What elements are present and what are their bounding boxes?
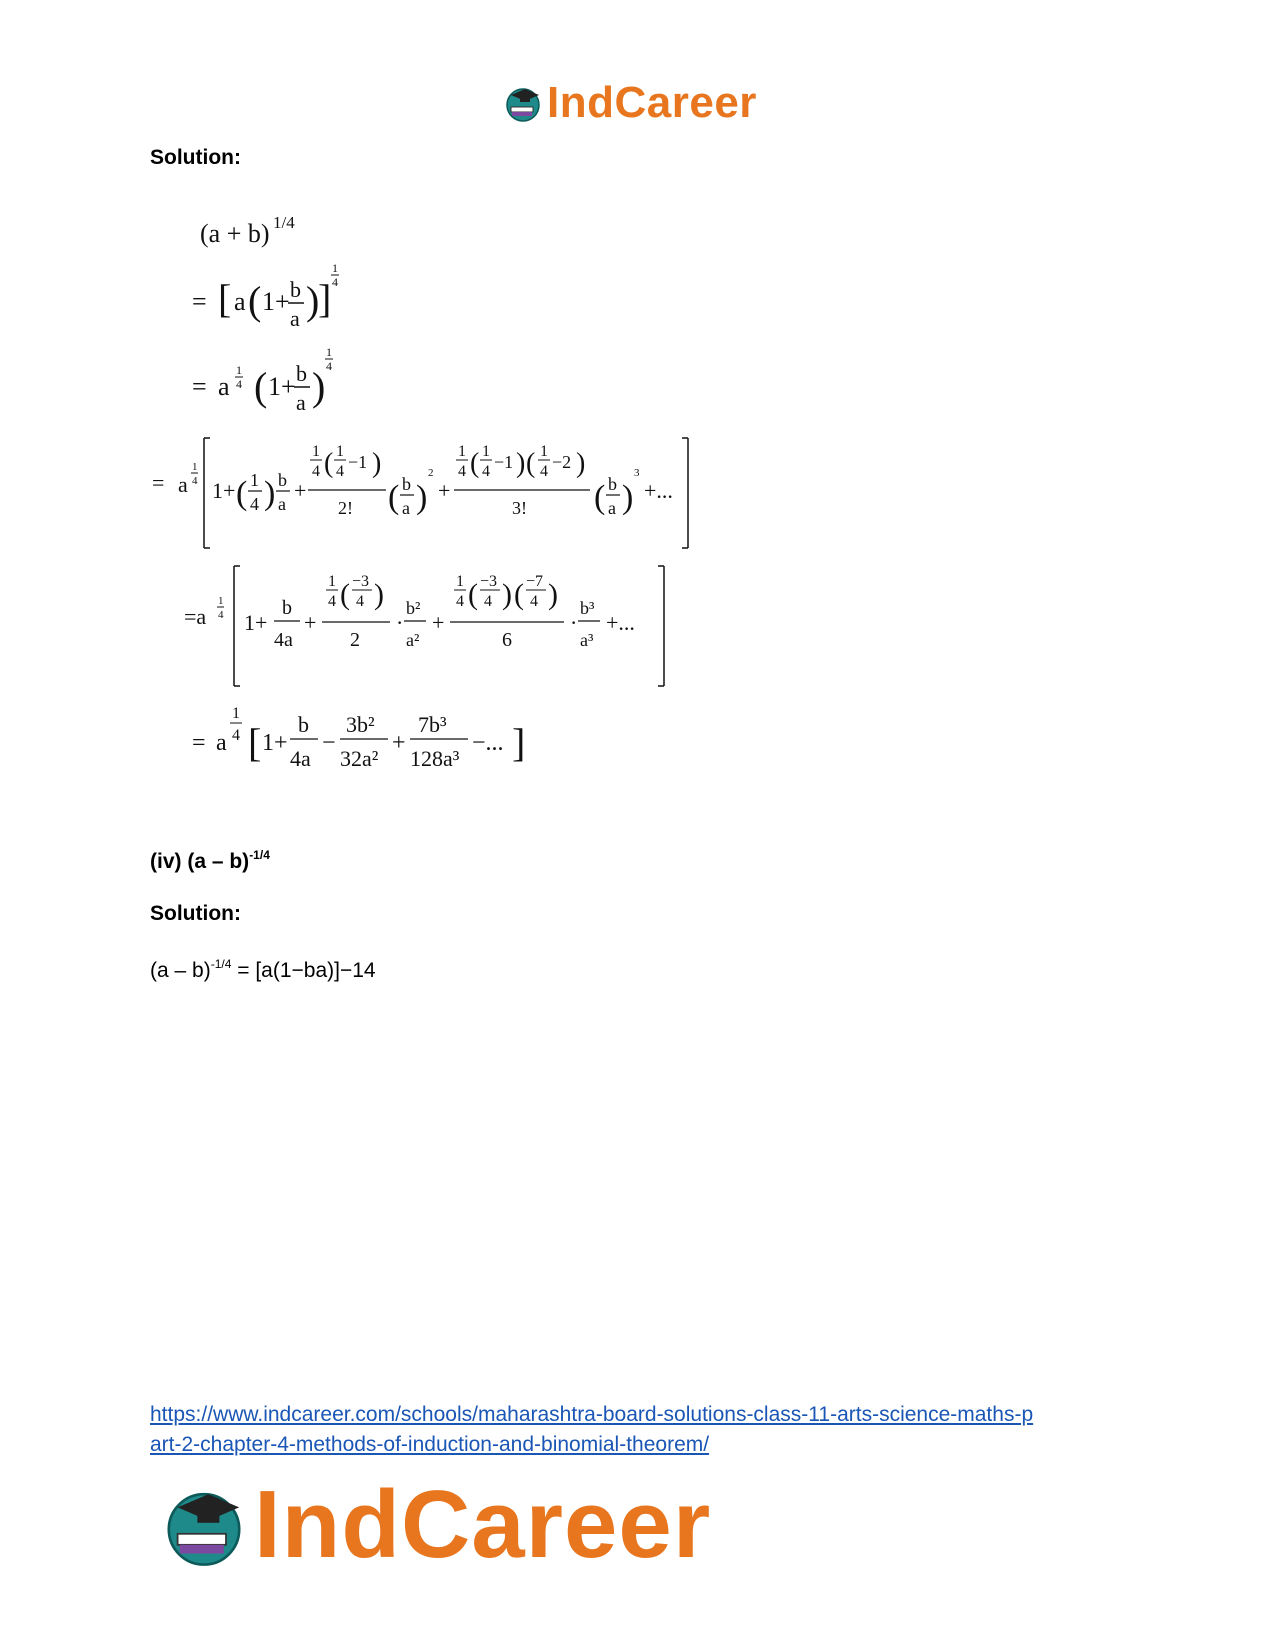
math-term-1-num: b [298, 712, 309, 737]
equation-exponent: -1/4 [210, 957, 232, 971]
svg-text:4: 4 [332, 275, 338, 289]
svg-text:(: ( [470, 448, 480, 479]
svg-text:3: 3 [634, 467, 640, 479]
graduation-cap-globe-icon [503, 83, 543, 123]
logo-wordmark: IndCareer [254, 1471, 712, 1578]
svg-text:(: ( [340, 578, 350, 611]
svg-text:b: b [608, 474, 617, 494]
svg-text:=a: =a [184, 604, 207, 629]
svg-text:2!: 2! [338, 498, 353, 518]
solution-label: Solution: [150, 146, 241, 169]
svg-text:]: ] [318, 276, 332, 321]
svg-text:b²: b² [406, 598, 421, 618]
svg-text:4: 4 [236, 377, 242, 391]
svg-text:−3: −3 [352, 573, 370, 590]
svg-text:+: + [294, 478, 307, 503]
svg-text:a: a [402, 498, 410, 518]
question-iv [150, 848, 270, 874]
svg-text:−7: −7 [526, 573, 544, 590]
svg-text:+...: +... [606, 610, 635, 635]
svg-text:1: 1 [540, 443, 548, 460]
svg-text:a²: a² [406, 630, 420, 650]
svg-text:(: ( [526, 448, 536, 479]
svg-text:a: a [178, 472, 188, 497]
svg-text:1: 1 [328, 573, 336, 590]
svg-text:4: 4 [356, 593, 364, 610]
svg-text:+: + [392, 730, 406, 756]
solution-label-2: Solution: [150, 902, 241, 925]
question-iv-text: (iv) (a – b) [150, 850, 250, 873]
svg-text:2: 2 [350, 629, 360, 651]
svg-text:(: ( [514, 578, 524, 611]
svg-text:4: 4 [336, 463, 344, 480]
question-iv-exponent: -1/4 [249, 848, 270, 862]
source-link-line-1[interactable]: https://www.indcareer.com/schools/maharashtra-board-solutions-class-11-arts-science-maths-p [150, 1403, 1034, 1426]
svg-text:1+: 1+ [244, 610, 268, 635]
svg-text:1+: 1+ [262, 730, 288, 756]
svg-text:1: 1 [312, 443, 320, 460]
svg-text:4: 4 [328, 593, 336, 610]
svg-text:4: 4 [312, 463, 320, 480]
svg-text:4: 4 [484, 593, 492, 610]
header-logo [503, 78, 757, 128]
svg-text:4: 4 [232, 727, 240, 744]
svg-text:1: 1 [250, 470, 259, 490]
svg-text:1: 1 [192, 461, 198, 473]
math-term-2-num: 3b² [346, 712, 375, 737]
svg-text:b: b [278, 470, 287, 490]
svg-text:1: 1 [336, 443, 344, 460]
svg-text:(: ( [248, 278, 262, 323]
svg-text:): ) [306, 278, 320, 323]
svg-text:−2: −2 [552, 452, 572, 472]
svg-text:1+: 1+ [262, 287, 290, 316]
svg-text:a: a [234, 287, 246, 316]
svg-text:1: 1 [236, 363, 242, 377]
svg-text:−...: −... [472, 730, 504, 756]
svg-text:): ) [372, 448, 382, 479]
equation-rhs: = [a(1−ba)]−14 [231, 959, 376, 982]
svg-text:3!: 3! [512, 498, 527, 518]
svg-text:a: a [608, 498, 616, 518]
svg-text:): ) [374, 578, 384, 611]
solution-equation [150, 957, 376, 983]
svg-text:·: · [570, 610, 578, 635]
svg-text:=: = [152, 470, 165, 495]
footer-logo [160, 1470, 711, 1580]
svg-text:b: b [290, 277, 301, 302]
svg-text:a³: a³ [580, 630, 594, 650]
svg-text:+: + [438, 478, 451, 503]
math-term-2-den: 32a² [340, 746, 379, 771]
svg-text:=: = [192, 287, 207, 316]
svg-text:): ) [548, 578, 558, 611]
svg-text:1: 1 [332, 261, 338, 275]
svg-text:1: 1 [456, 573, 464, 590]
svg-text:+...: +... [644, 478, 673, 503]
svg-text:): ) [622, 479, 634, 516]
svg-text:1: 1 [482, 443, 490, 460]
svg-text:4: 4 [326, 359, 332, 373]
svg-text:4: 4 [250, 494, 259, 514]
svg-text:−3: −3 [480, 573, 498, 590]
svg-text:): ) [312, 364, 326, 409]
svg-text:+: + [304, 610, 317, 635]
svg-text:[: [ [218, 276, 232, 321]
svg-text:a: a [278, 494, 286, 514]
math-term-1-den: 4a [290, 746, 311, 771]
svg-text:2: 2 [428, 467, 434, 479]
svg-text:1+: 1+ [268, 372, 296, 401]
svg-text:a: a [218, 372, 230, 401]
svg-text:(: ( [254, 364, 268, 409]
svg-text:=: = [192, 730, 206, 756]
logo-wordmark: IndCareer [547, 78, 757, 127]
svg-text:): ) [502, 578, 512, 611]
graduation-cap-globe-icon [160, 1481, 248, 1569]
svg-text:b: b [296, 361, 307, 386]
svg-text:4: 4 [540, 463, 548, 480]
math-term-3-num: 7b³ [418, 712, 447, 737]
svg-text:]: ] [512, 720, 526, 765]
svg-text:−: − [322, 730, 336, 756]
svg-text:(: ( [324, 448, 334, 479]
svg-text:+: + [432, 610, 445, 635]
svg-text:4: 4 [530, 593, 538, 610]
svg-text:(: ( [468, 578, 478, 611]
source-link[interactable] [150, 1400, 1110, 1460]
svg-text:−1: −1 [494, 452, 514, 472]
math-line-1-base: (a + b) [200, 219, 270, 248]
svg-text:b: b [402, 474, 411, 494]
math-line-1-exp: 1/4 [273, 213, 295, 232]
svg-text:a: a [290, 306, 300, 331]
svg-text:4: 4 [192, 475, 198, 487]
svg-text:4: 4 [458, 463, 466, 480]
svg-text:): ) [416, 479, 428, 516]
equation-lhs: (a – b) [150, 959, 211, 982]
svg-text:4: 4 [456, 593, 464, 610]
svg-text:1: 1 [458, 443, 466, 460]
svg-text:6: 6 [502, 629, 512, 651]
svg-text:·: · [396, 610, 404, 635]
binomial-expansion-derivation [150, 210, 740, 830]
svg-text:1+: 1+ [212, 478, 236, 503]
svg-text:4: 4 [482, 463, 490, 480]
svg-text:): ) [264, 475, 276, 512]
svg-text:=: = [192, 372, 207, 401]
svg-text:4: 4 [218, 609, 224, 621]
svg-text:4a: 4a [274, 629, 293, 651]
math-term-3-den: 128a³ [410, 746, 460, 771]
svg-text:(: ( [388, 479, 400, 516]
svg-text:[: [ [248, 720, 262, 765]
svg-text:): ) [516, 448, 526, 479]
svg-text:a: a [296, 390, 306, 415]
svg-text:): ) [576, 448, 586, 479]
source-link-line-2[interactable]: art-2-chapter-4-methods-of-induction-and-binomial-theorem/ [150, 1433, 710, 1456]
svg-text:1: 1 [326, 345, 332, 359]
svg-text:(: ( [594, 479, 606, 516]
svg-text:b: b [282, 597, 292, 619]
svg-text:−1: −1 [348, 452, 368, 472]
svg-text:b³: b³ [580, 598, 595, 618]
svg-text:a: a [216, 730, 227, 756]
svg-text:(: ( [236, 475, 248, 512]
svg-text:1: 1 [218, 595, 224, 607]
svg-text:1: 1 [232, 705, 240, 722]
